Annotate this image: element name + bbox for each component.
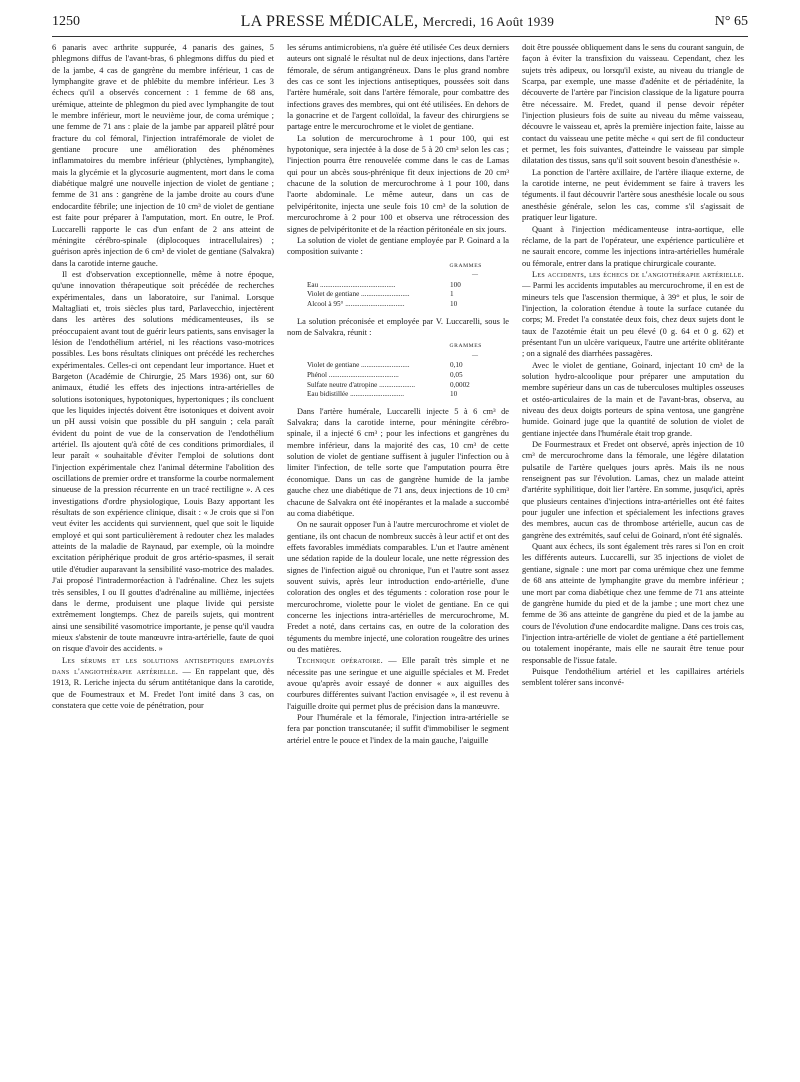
masthead	[241, 13, 555, 31]
ingredient-quantity: 100	[450, 280, 461, 289]
paragraph	[522, 541, 744, 666]
formula-unit: GRAMMES	[449, 343, 482, 350]
paragraph-text: Puisque l'endothélium artériel et les capillaires artériels semblent tolérer sans inconvé-	[522, 666, 744, 688]
paragraph-text: Quant aux échecs, ils sont également très rares si l'on en croit les différents auteurs. Luccarelli, sur 35 injections de violet de gentiane, signale : une mort par coma urémique chez une femme de 68 ans atteinte de lymphangite grave du membre inférieur ; une mort par coma diabétique chez une femme de 71 ans atteinte de gangrène humide du pied et de la jambe ; une mort chez une femme de 36 ans atteinte de gangrène du pied et de la jambe au cours de l'évolution d'une endocardite maligne. Dans ces trois cas, l'injection intra-artérielle de violet de gentiane a été partiellement ou totalement inopérante, mais elle ne saurait être tenue pour responsable de l'issue fatale.	[522, 542, 744, 665]
ingredient-name: Sulfate neutre d'atropine ....................	[307, 380, 416, 389]
paragraph-text: Avec le violet de gentiane, Goinard, injectant 10 cm³ de la solution hydro-alcoolique pour préparer une amputation du membre supérieur dans un cas de tuberculoses multiples osseuses et ostéo-articulaires de la main et de l'avant-bras, observa, au niveau des deux doigts porteurs de spina ventosa, une gangrène humide. Goinard juge que la quantité de solution de violet de gentiane injectée dans l'humérale était trop grande.	[522, 360, 744, 438]
paragraph-text: On ne saurait opposer l'un à l'autre mercurochrome et violet de gentiane, ils ont chacun de nombreux succès à leur actif et ont des effets favorables immédiats comparables. L'un et l'autre amènent une sédation rapide de la douleur locale, une nette régression des signes de l'infection aiguë ou chronique, l'un et l'autre sont assez souvent suivis, après leur introduction endo-artérielle, d'une coloration des ongles et des téguments : coloration rose pour le mercurochrome, violette pour le violet de gentiane. En ce qui concerne les injections intra-artérielles de mercurochrome, M. Fredet a noté, dans certains cas, en outre de la coloration des téguments du membre injecté, une coloration rougeâtre des urines ou des matières.	[287, 520, 509, 654]
gentian-violet-formula-goinard	[307, 262, 482, 310]
ingredient-name: Eau ..........................................	[307, 280, 396, 289]
issue-number: N° 65	[714, 14, 748, 29]
ingredient-name: Violet de gentiane ...........................	[307, 290, 410, 299]
section-heading: Les accidents, les échecs de l'angiothérapie artérielle.	[532, 269, 744, 279]
paragraph	[287, 235, 509, 258]
journal-title: LA PRESSE MÉDICALE,	[240, 13, 419, 30]
paragraph-text: Quant à l'injection médicamenteuse intra-aortique, elle réclame, de la part de l'opérateur, une expérience particulière et ne saurait encore, comme les injections intra-artérielles humérale ou fémorale, entrer dans la pratique chirurgicale courante.	[522, 224, 744, 268]
column-1	[52, 42, 274, 1072]
section-heading: Technique opératoire.	[297, 656, 383, 666]
paragraph	[522, 224, 744, 269]
paragraph	[522, 42, 744, 167]
paragraph-text: — Elle paraît très simple et ne nécessite pas une seringue et une aiguille spéciales et M. Fredet avoue qu'après avoir essayé de donner « aux aiguilles des courbures différentes suivant l'action envisagée », il est revenu à l'aiguille droite qui permet plus de précision dans la manœuvre.	[287, 656, 509, 711]
paragraph-text: La solution de violet de gentiane employée par P. Goinard a la composition suivante :	[287, 235, 509, 257]
formula-dash: —	[472, 272, 478, 279]
formula-row	[307, 300, 482, 310]
formula-row	[307, 281, 482, 291]
article-columns	[52, 42, 749, 1072]
paragraph-text: De Fourmestraux et Fredet ont observé, après injection de 10 cm³ de mercurochrome dans la fémorale, une légère dilatation pulsatile de l'artère quelques jours après. Mais ils ne nous renseignent pas sur l'évolution. Lamas, chez un malade atteint d'artérite syphilitique, doit lier l'artère. En somme, jusqu'ici, après que plusieurs centaines d'injections intra-artérielles ont été faites pour juguler une infection et spécialement les infections graves des membres, aucun cas de thrombose artérielle, aucun cas de gangrène des extrémités, sauf celui de Goinard, n'ont été signalés.	[522, 440, 744, 540]
ingredient-quantity: 0,10	[450, 361, 463, 370]
ingredient-quantity: 0,0002	[450, 380, 470, 389]
paragraph-text: Pour l'humérale et la fémorale, l'injection intra-artérielle se fera par ponction transcutanée; il suffit d'immobiliser le segment artériel entre le pouce et l'index de la main gauche, l'aiguille	[287, 713, 509, 745]
formula-unit: GRAMMES	[449, 262, 482, 269]
paragraph-text: Dans l'artère humérale, Luccarelli injecte 5 à 6 cm³ de Salvakra; dans la carotide interne, pour méningite cérébro-spinale, il a injecté 6 cm³ ; pour les infections et gangrènes du membre inférieur, dans la majorité des cas, 10 cm³ de cette solution de violet de gentiane suffisent à juguler l'infection ou à limiter l'infection, de telle sorte que l'amputation pourra être économique. Dans un cas de gangrène humide de la jambe gauche chez une diabétique de 71 ans, deux injections de 10 cm³ chacune de Salvakra ont été inopérantes et la malade a succombé au coma diabétique.	[287, 406, 509, 518]
ingredient-quantity: 1	[450, 290, 454, 299]
paragraph	[287, 712, 509, 746]
column-3	[522, 42, 744, 1072]
paragraph	[287, 519, 509, 655]
column-2-part-a	[287, 42, 509, 258]
paragraph	[287, 42, 509, 133]
paragraph	[287, 406, 509, 519]
ingredient-name: Alcool à 95° .................................	[307, 299, 405, 308]
paragraph-text: les sérums antimicrobiens, n'a guère été utilisée Ces deux derniers auteurs ont signalé le résultat nul de deux injections, dans l'artère fémorale, de sérum antigangréneux. Dans le plus grand nombre des cas ce sont les injections antiseptiques, poussées soit dans l'artère humérale, soit dans l'artère fémorale, pour combattre des infections graves des membres, qui ont été utilisées. En dehors de la gonacrine et de l'argent colloïdal, la faveur des chirurgiens se partage entre le mercurochrome et le violet de gentiane.	[287, 43, 509, 132]
column-2-part-c	[287, 406, 509, 746]
section-heading: Les sérums et les solutions antiseptiques employés dans l'angiothérapie artérielle.	[52, 655, 274, 676]
paragraph	[287, 655, 509, 712]
paragraph	[52, 42, 274, 269]
paragraph	[52, 269, 274, 655]
ingredient-quantity: 10	[450, 390, 458, 399]
ingredient-quantity: 0,05	[450, 370, 463, 379]
paragraph-text: La ponction de l'artère axillaire, de l'artère iliaque externe, de la carotide interne, ne peut évidemment se faire à travers les téguments. il faut découvrir l'artère sous anesthésie locale ou sous anesthésie générale, selon les cas, comme s'il s'agissait de pratiquer leur ligature.	[522, 167, 744, 223]
paragraph	[287, 316, 509, 339]
ingredient-name: Phénol .......................................	[307, 370, 399, 379]
paragraph	[522, 167, 744, 224]
salvakra-formula	[307, 342, 482, 400]
ingredient-name: Violet de gentiane ...........................	[307, 361, 410, 370]
formula-dash: —	[472, 352, 478, 359]
paragraph-text: La solution de mercurochrome à 1 pour 100, qui est hypotonique, sera injectée à la dose de 5 à 20 cm³ selon les cas ; l'injection pourra être renouvelée comme dans le cas de Lamas qui pour un abcès sous-phrénique fit deux injections de 20 cm³ chacune de la solution de mercurochrome à 1 pour 100, dans l'aorte abdominale. Le même auteur, dans un cas de pelvipéritonite, injecta une seule fois 10 cm³ de la solution de mercurochrome à 2 pour 100 et observa une rétrocession des signes de pelvipéritonite et de la réaction péritonéale en six jours.	[287, 133, 509, 234]
column-2	[287, 42, 509, 1072]
paragraph	[522, 666, 744, 689]
ingredient-quantity: 10	[450, 299, 458, 308]
paragraph-text: La solution préconisée et employée par V. Luccarelli, sous le nom de Salvakra, réunit :	[287, 316, 509, 337]
paragraph	[522, 269, 744, 360]
paragraph	[522, 360, 744, 439]
paragraph	[287, 133, 509, 235]
paragraph-text: 6 panaris avec arthrite suppurée, 4 panaris des gaines, 5 phlegmons diffus de l'avant-bras, 6 phlegmons diffus du pied et de la jambe, 4 cas de gangrène du membre inférieur, 1 cas de lymphangite grave et de phlébite du membre inférieur. Les 3 échecs qu'il a observés concernent : 1 femme de 68 ans, urémique, atteinte de phlegmon du pied avec lymphangite de tout le membre inférieur, mort le neuvième jour, de coma urémique ; une femme de 71 ans : plaie de la jambe par appareil plâtré pour fracture du col fémoral, l'injection intrafémorale de violet de gentiane procure une amélioration des phénomènes inflammatoires du membre inférieur (phlyctènes, lymphangite), mais la glycémie et la glycosurie augmentent, mort dans le coma diabétique malgré une nouvelle injection de violet de gentiane ; femme de 31 ans : gangrène de la jambe droite au cours d'une endocardite fébrile; une injection de 10 cm³ de violet de gentiane est faite pour préparer à l'amputation, mort. En outre, le Prof. Luccarelli rapporte le cas d'un enfant de 2 ans atteint de méningite cérébro-spinale (diplocoques intracellulaires) ; guérison après injection de 6 cm³ de violet de gentiane (Salvakra) dans la carotide interne gauche.	[52, 43, 274, 268]
paragraph-text: — Parmi les accidents imputables au mercurochrome, il en est de mineurs tels que l'ascension thermique, à 39° et plus, le soir de l'injection, la coloration étendue à toute la surface cutanée du corps; M. Fredet l'a constatée deux fois, chez deux sujets dont le taux de l'azotémie était un peu élevé (0 g. 64 et 0 g. 62) et présentant l'un un ulcère variqueux, l'autre une artérite oblitérante ; on a signalé des diarrhées passagères.	[522, 281, 744, 359]
formula-row	[307, 390, 482, 400]
formula-row	[307, 371, 482, 381]
paragraph	[522, 439, 744, 541]
ingredient-name: Eau bidistillée ..............................	[307, 390, 405, 399]
paragraph	[52, 655, 274, 712]
formula-row	[307, 381, 482, 391]
paragraph-text: — En rappelant que, dès 1913, R. Leriche injecta du sérum antitétanique dans la carotide, que de Foumestraux et M. Fredet l'ont imité dans 3 cas, on constatera que cette voie de pénétration, pour	[52, 666, 274, 710]
page-number: 1250	[52, 14, 80, 29]
paragraph-text: Il est d'observation exceptionnelle, même à notre époque, qu'une innovation thérapeutique soit précédée de recherches expérimentales, dans un laboratoire, sur l'animal. Lorsque Maltagliati et, trois siècles plus tard, Parlavecchio, injectèrent dans les artères des solutions médicamenteuses, ils se préoccupaient avant tout de guérir leurs patients, sans envisager la lésion de l'endothélium artériel, ni les réactions vaso-motrices possibles. Les bons résultats cliniques ont précédé les recherches expérimentales. Celles-ci ont cependant leur importance. Huet et Bargeton (Académie de Chirurgie, 25 Mars 1936) ont, sur 60 animaux, étudié les effets des injections intra-artérielles de solutions isotoniques, hypotoniques, hypertoniques ; ils concluent que les liquides injectés doivent être isotoniques et doivent avoir un pH aussi voisin que possible du pH sanguin ; cela paraît évident du point de vue de la conservation de l'endothélium artériel. Ils ajoutent qu'à côté de ces conditions primordiales, il leur paraît « souhaitable d'éviter l'emploi de solutions dont l'injection expérimentale chez l'animal détermine l'abolition des oscillations de premier ordre et transforme la courbe normalement sinueuse de la pression récurrente en un tracé rectiligne ». A ces investigations d'ordre physiologique, Louis Bazy apportant les résultats de son expérience clinique, disait : « Je crois que si l'on veut éviter les accidents qui surviennent, quel que soit le liquide employé et qui sont particulièrement à redouter chez les malades atteints de la maladie de Raynaud, par exemple, où la moindre excitation périphérique produit de gros artério-spasmes, il serait utile d'étudier auparavant la sensibilité vaso-motrice des malades. J'ai proposé l'intradermoréaction à l'adrénaline. Chez les sujets très sensibles, I ou II gouttes d'adrénaline au millième, injectées dans le derme, produisent une plaque livide qui persiste extrêmement longtemps. Chez de pareils sujets, qui montrent ainsi une sensibilité vasomotrice importante, je pense qu'il vaudra mieux s'abstenir de toute manœuvre intra-artérielle, faute de quoi on risque d'avoir des accidents. »	[52, 269, 274, 654]
formula-row	[307, 361, 482, 371]
page-header	[52, 10, 748, 34]
issue-date: Mercredi, 16 Août 1939	[422, 14, 555, 29]
header-rule	[52, 36, 748, 37]
formula-row	[307, 290, 482, 300]
column-2-part-b	[287, 316, 509, 339]
paragraph-text: doit être poussée obliquement dans le sens du courant sanguin, de façon à éviter la transfixion du vaisseau. Cependant, chez les sujets très adipeux, ou lorsqu'il existe, au niveau du triangle de Scarpa, par exemple, une masse d'adénite et de périadénite, la découverte de l'artère par l'incision classique de la ligature pourra être nécessaire. M. Fredet, quand il pense devoir répéter l'injection plusieurs fois de suite au niveau du même vaisseau, découvre le vaisseau et, après la première injection faite, laisse au contact du vaisseau une petite mèche « qui sert de fil conducteur et permet, les fois suivantes, d'atteindre le vaisseau par simple dilatation des tissus, sans qu'il soit souvent besoin d'anesthésie ».	[522, 43, 744, 166]
